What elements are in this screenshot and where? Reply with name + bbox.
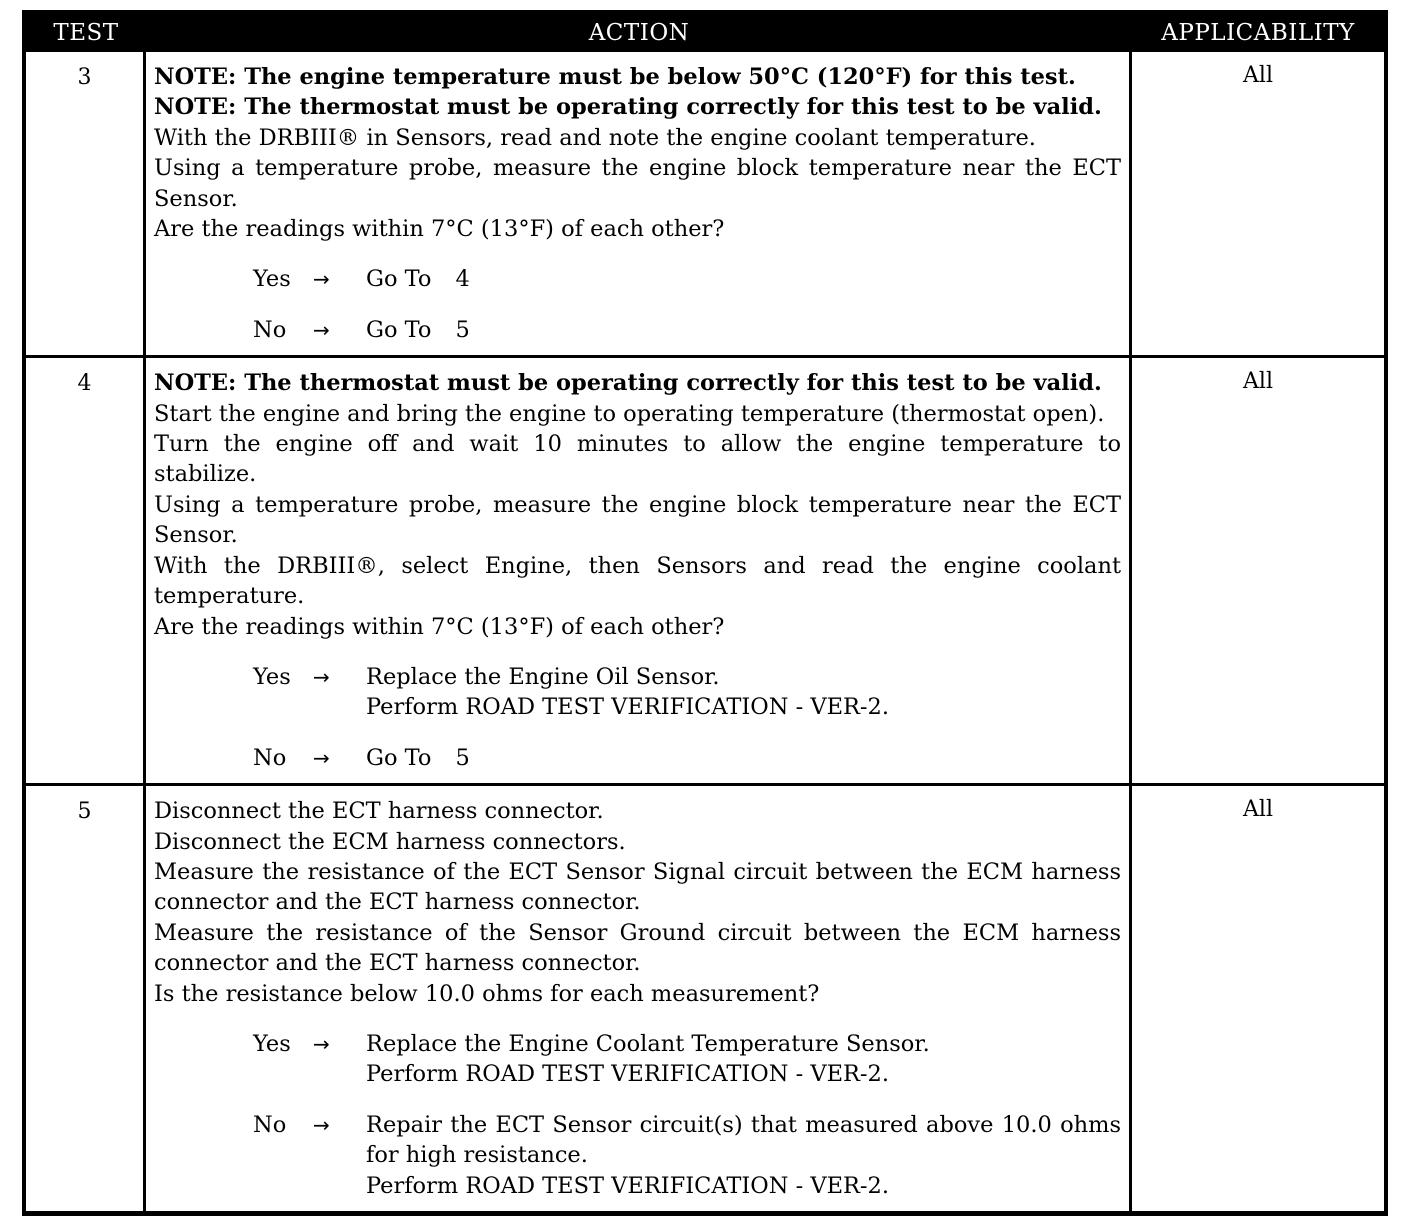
action-line: Using a temperature probe, measure the engine block temperature near the ECT bbox=[154, 491, 1121, 518]
answer-text bbox=[366, 315, 1121, 345]
action-cell bbox=[146, 786, 1132, 1211]
header-test: TEST bbox=[53, 20, 119, 46]
test-number: 5 bbox=[26, 786, 146, 1211]
action-line: Turn the engine off and wait 10 minutes to allow the engine temperature to stabilize. bbox=[154, 431, 1121, 488]
action-line: Measure the resistance of the ECT Sensor Signal circuit between the ECM harness bbox=[154, 858, 1121, 885]
answer-line: Perform ROAD TEST VERIFICATION - VER-2. bbox=[366, 694, 890, 721]
answer-text bbox=[366, 1110, 1121, 1201]
answer-label: No bbox=[253, 744, 287, 771]
applicability-cell: All bbox=[1243, 797, 1273, 823]
test-row-5 bbox=[26, 783, 1384, 1211]
applicability-cell: All bbox=[1243, 63, 1273, 88]
applicability-cell: All bbox=[1243, 369, 1273, 395]
answer-line: Replace the Engine Coolant Temperature Sensor. bbox=[366, 1030, 930, 1057]
answer-label: No bbox=[253, 1111, 287, 1138]
answer-line: Repair the ECT Sensor circuit(s) that measured above 10.0 ohms bbox=[366, 1111, 1121, 1138]
arrow-right-icon: → bbox=[313, 664, 330, 689]
answer-text bbox=[366, 264, 1121, 294]
answers bbox=[154, 264, 1121, 345]
question-line: Are the readings within 7°C (13°F) of each other? bbox=[154, 216, 725, 243]
action-line: connector and the ECT harness connector. bbox=[154, 889, 641, 916]
action-line: temperature. bbox=[154, 583, 305, 610]
answer-no bbox=[154, 1110, 1121, 1201]
answer-line: for high resistance. bbox=[366, 1142, 588, 1169]
note-line: NOTE: The engine temperature must be below 50°C (120°F) for this test. bbox=[154, 64, 1076, 90]
goto-link[interactable]: 4 bbox=[455, 266, 470, 293]
action-cell bbox=[146, 52, 1132, 355]
answer-no bbox=[154, 743, 1121, 773]
arrow-right-icon: → bbox=[313, 317, 330, 342]
answer-label: No bbox=[253, 316, 287, 343]
question-line: Are the readings within 7°C (13°F) of each other? bbox=[154, 613, 725, 640]
action-line: Sensor. bbox=[154, 185, 238, 212]
action-line: Measure the resistance of the Sensor Ground circuit between the ECM harness bbox=[154, 919, 1121, 946]
goto-link[interactable]: 5 bbox=[455, 744, 470, 771]
answer-text bbox=[366, 662, 1121, 723]
action-line: Disconnect the ECT harness connector. bbox=[154, 798, 604, 825]
test-number: 3 bbox=[26, 52, 146, 355]
answer-no bbox=[154, 315, 1121, 345]
goto-label: Go To bbox=[366, 316, 432, 343]
answer-yes bbox=[154, 264, 1121, 294]
action-line: connector and the ECT harness connector. bbox=[154, 950, 641, 977]
header-applicability: APPLICABILITY bbox=[1161, 20, 1355, 46]
answers bbox=[154, 1029, 1121, 1201]
answer-text bbox=[366, 743, 1121, 773]
answer-yes bbox=[154, 662, 1121, 723]
action-line: With the DRBIII®, select Engine, then Sensors and read the engine coolant bbox=[154, 552, 1121, 579]
test-row-4 bbox=[26, 355, 1384, 783]
arrow-right-icon: → bbox=[313, 1112, 330, 1137]
answer-label: Yes bbox=[253, 663, 291, 690]
arrow-right-icon: → bbox=[313, 745, 330, 770]
arrow-right-icon: → bbox=[313, 1031, 330, 1056]
action-cell bbox=[146, 358, 1132, 783]
answer-text bbox=[366, 1029, 1121, 1090]
answer-line: Perform ROAD TEST VERIFICATION - VER-2. bbox=[366, 1172, 890, 1199]
diagnostic-test-table bbox=[22, 10, 1388, 1216]
action-line: With the DRBIII® in Sensors, read and note the engine coolant temperature. bbox=[154, 124, 1036, 151]
note-line: NOTE: The thermostat must be operating correctly for this test to be valid. bbox=[154, 370, 1102, 397]
note-line: NOTE: The thermostat must be operating correctly for this test to be valid. bbox=[154, 94, 1102, 121]
test-row-3 bbox=[26, 52, 1384, 355]
action-line: Start the engine and bring the engine to operating temperature (thermostat open). bbox=[154, 400, 1105, 427]
answer-label: Yes bbox=[253, 266, 291, 293]
action-line: Disconnect the ECM harness connectors. bbox=[154, 828, 626, 855]
header-action: ACTION bbox=[588, 20, 690, 46]
goto-label: Go To bbox=[366, 266, 432, 293]
answer-yes bbox=[154, 1029, 1121, 1090]
answer-line: Perform ROAD TEST VERIFICATION - VER-2. bbox=[366, 1061, 890, 1088]
answers bbox=[154, 662, 1121, 773]
question-line: Is the resistance below 10.0 ohms for each measurement? bbox=[154, 980, 820, 1007]
answer-line: Replace the Engine Oil Sensor. bbox=[366, 663, 720, 690]
action-line: Sensor. bbox=[154, 522, 238, 549]
goto-link[interactable]: 5 bbox=[455, 316, 470, 343]
answer-label: Yes bbox=[253, 1030, 291, 1057]
test-number: 4 bbox=[26, 358, 146, 783]
action-line: Using a temperature probe, measure the engine block temperature near the ECT bbox=[154, 155, 1121, 182]
table-header bbox=[26, 14, 1384, 52]
goto-label: Go To bbox=[366, 744, 432, 771]
arrow-right-icon: → bbox=[313, 267, 330, 292]
